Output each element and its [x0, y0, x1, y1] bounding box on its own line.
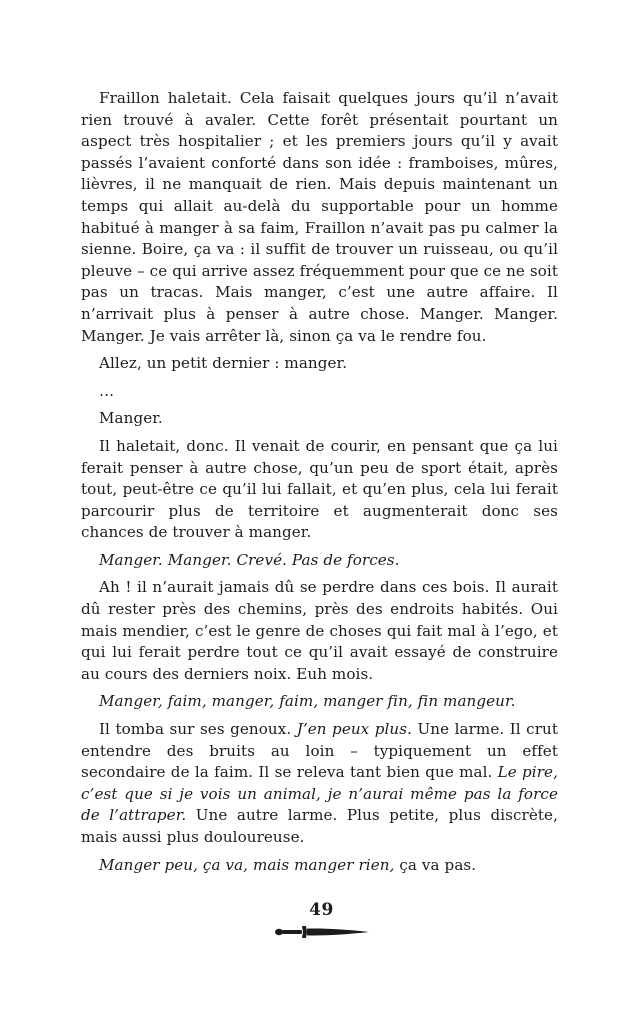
- page-footer: [0, 900, 643, 940]
- paragraph-8: [81, 691, 558, 713]
- paragraph-2: [81, 353, 558, 375]
- paragraph-9-italic-a: J’en peux plus.: [296, 720, 412, 739]
- paragraph-5-text: Il haletait, donc. Il venait de courir, en pensant que ça lui ferait penser à autre chose, qu’un peu de sport était, après tout, peut-être ce qu’il lui fallait, et qu’en plus, cela lui ferait parcourir plus de territoire et augmenterait donc ses chances de trouver à manger.: [81, 436, 558, 542]
- paragraph-5: [81, 436, 558, 544]
- paragraph-6-text: Manger. Manger. Crevé. Pas de forces.: [99, 550, 400, 569]
- paragraph-1-text: Fraillon haletait. Cela faisait quelques jours qu’il n’avait rien trouvé à avaler. Cette forêt présentait pourtant un aspect très hospitalier ; et les premiers jours qu’il y avait passés l’avaient conforté dans son idée : framboises, mûres, lièvres, il ne manquait de rien. Mais depuis maintenant un temps qui allait au-delà du supportable pour un homme habitué à manger à sa faim, Fraillon n’avait pas pu calmer la sienne. Boire, ça va : il suffit de trouver un ruisseau, ou qu’il pleuve – ce qui arrive assez fréquemment pour que ce ne soit pas un tracas. Mais manger, c’est une autre affaire. Il n’arrivait plus à penser à autre chose. Manger. Manger. Manger. Je vais arrêter là, sinon ça va le rendre fou.: [81, 89, 558, 345]
- paragraph-1: [81, 88, 558, 347]
- dagger-icon: [274, 924, 370, 940]
- paragraph-9-text-c: Une autre larme. Plus petite, plus discrète, mais aussi plus douloureuse.: [81, 806, 558, 846]
- page-body: [81, 88, 558, 882]
- paragraph-8-text: Manger, faim, manger, faim, manger fin, fin mangeur.: [99, 692, 516, 711]
- paragraph-3-text: …: [99, 381, 115, 400]
- paragraph-2-text: Allez, un petit dernier : manger.: [99, 354, 348, 373]
- paragraph-6: [81, 550, 558, 572]
- paragraph-4: [81, 408, 558, 430]
- paragraph-10-text: ça va pas.: [394, 855, 477, 874]
- paragraph-10-italic: Manger peu, ça va, mais manger rien,: [99, 855, 395, 874]
- page-number: 49: [309, 900, 334, 920]
- paragraph-9-italic-b: Le pire, c’est que si je vois un animal, je n’aurai même pas la force de l’attraper.: [81, 763, 558, 825]
- paragraph-7-text: Ah ! il n’aurait jamais dû se perdre dans ces bois. Il aurait dû rester près des chemins, près des endroits habités. Oui mais mendier, c’est le genre de choses qui fait mal à l’ego, et qui lui ferait perdre tout ce qu’il avait essayé de construire au cours des derniers noix. Euh mois.: [81, 578, 558, 683]
- paragraph-7: [81, 577, 558, 685]
- paragraph-9-text-a: Il tomba sur ses genoux.: [99, 720, 297, 739]
- paragraph-10: [81, 855, 558, 877]
- paragraph-9: [81, 719, 558, 849]
- paragraph-3: [81, 381, 558, 403]
- paragraph-4-text: Manger.: [99, 409, 163, 428]
- paragraph-9-text-b: Une larme. Il crut entendre des bruits au loin – typiquement un effet secondaire de la faim. Il se releva tant bien que mal.: [81, 720, 558, 782]
